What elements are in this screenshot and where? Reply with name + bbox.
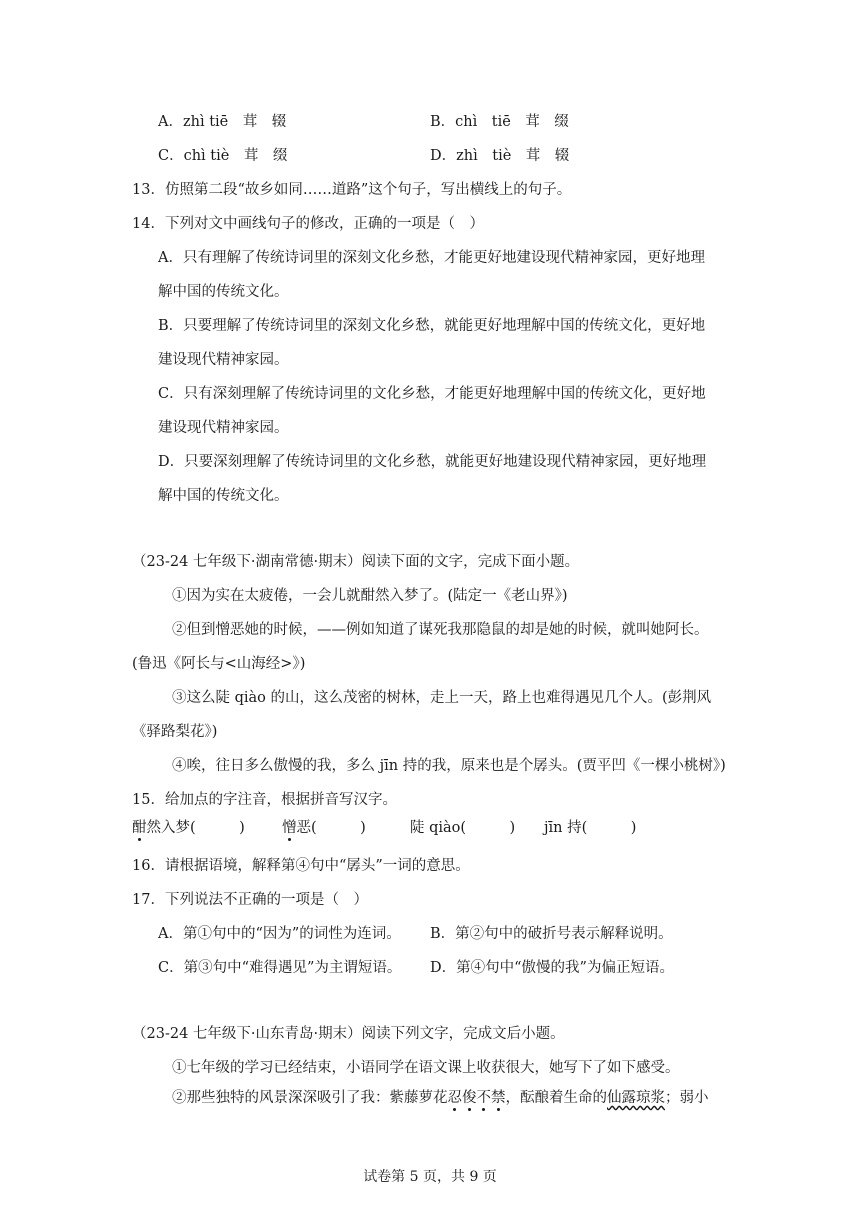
dotted-char: 不 bbox=[476, 1090, 491, 1106]
q17-option-a: A．第①句中的“因为”的词性为连词。 bbox=[158, 926, 401, 942]
section2-sentence-2-line1: ②但到憎恶她的时候，——例如知道了谋死我那隐鼠的却是她的时候，就叫她阿长。 bbox=[172, 622, 709, 638]
q12-option-d: D．zhì tiè 茸 辍 bbox=[430, 148, 570, 164]
q14-option-c-line1: C．只有深刻理解了传统诗词里的文化乡愁，才能更好地理解中国的传统文化，更好地 bbox=[158, 386, 706, 402]
dotted-char: 俊 bbox=[462, 1090, 477, 1106]
q15-blank-3: 陡 qiào( ) bbox=[410, 820, 516, 836]
wavy-underlined-phrase: 仙露琼浆 bbox=[607, 1090, 665, 1106]
q14-option-b-line2: 建设现代精神家园。 bbox=[158, 352, 289, 368]
q17-option-d: D．第④句中“傲慢的我”为偏正短语。 bbox=[430, 960, 674, 976]
section2-sentence-4: ④唉，往日多么傲慢的我，多么 jīn 持的我，原来也是个孱头。(贾平凹《一棵小桃树》) bbox=[172, 758, 726, 774]
q12-option-b: B．chì tiē 茸 缀 bbox=[430, 114, 569, 130]
page-footer: 试卷第 5 页，共 9 页 bbox=[363, 1169, 497, 1185]
section2-sentence-2-line2: (鲁迅《阿长与<山海经>》) bbox=[132, 656, 306, 672]
q15-blank-2: 憎恶( ) bbox=[282, 820, 366, 836]
q14-option-a-line2: 解中国的传统文化。 bbox=[158, 284, 289, 300]
q15-blank-1: 酣然入梦( ) bbox=[132, 820, 245, 836]
section2-sentence-3-line2: 《驿路梨花》) bbox=[132, 724, 218, 740]
q17-stem: 17．下列说法不正确的一项是（ ） bbox=[132, 892, 368, 908]
section2-sentence-3-line1: ③这么陡 qiào 的山，这么茂密的树林，走上一天，路上也难得遇见几个人。(彭荆风 bbox=[172, 690, 712, 706]
q14-option-a-line1: A．只有理解了传统诗词里的深刻文化乡愁，才能更好地建设现代精神家园，更好地理 bbox=[158, 250, 705, 266]
section3-intro: （23-24 七年级下·山东青岛·期末）阅读下列文字，完成文后小题。 bbox=[132, 1026, 565, 1042]
q15-blank-4: jīn 持( ) bbox=[544, 820, 637, 836]
section2-intro: （23-24 七年级下·湖南常德·期末）阅读下面的文字，完成下面小题。 bbox=[132, 554, 580, 570]
q17-option-c: C．第③句中“难得遇见”为主谓短语。 bbox=[158, 960, 402, 976]
dotted-char: 憎 bbox=[282, 820, 297, 836]
q14-stem: 14．下列对文中画线句子的修改，正确的一项是（ ） bbox=[132, 216, 484, 232]
dotted-char: 禁 bbox=[491, 1090, 506, 1106]
dotted-char: 忍 bbox=[447, 1090, 462, 1106]
q14-option-b-line1: B．只要理解了传统诗词里的深刻文化乡愁，就能更好地理解中国的传统文化，更好地 bbox=[158, 318, 706, 334]
q14-option-c-line2: 建设现代精神家园。 bbox=[158, 420, 289, 436]
q16-text: 16．请根据语境，解释第④句中“孱头”一词的意思。 bbox=[132, 858, 470, 874]
q14-option-d-line2: 解中国的传统文化。 bbox=[158, 488, 289, 504]
dotted-word bbox=[448, 1090, 506, 1106]
q15-stem: 15．给加点的字注音，根据拼音写汉字。 bbox=[132, 792, 397, 808]
section3-sentence-2: ②那些独特的风景深深吸引了我：紫藤萝花忍俊不禁，酝酿着生命的仙露琼浆；弱小 bbox=[172, 1090, 709, 1106]
section2-sentence-1: ①因为实在太疲倦，一会儿就酣然入梦了。(陆定一《老山界》) bbox=[172, 588, 568, 604]
q13-text: 13．仿照第二段“故乡如同……道路”这个句子，写出横线上的句子。 bbox=[132, 182, 572, 198]
q14-option-d-line1: D．只要深刻理解了传统诗词里的文化乡愁，就能更好地建设现代精神家园，更好地理 bbox=[158, 454, 707, 470]
q17-option-b: B．第②句中的破折号表示解释说明。 bbox=[430, 926, 673, 942]
section3-sentence-1: ①七年级的学习已经结束，小语同学在语文课上收获很大，她写下了如下感受。 bbox=[172, 1060, 680, 1076]
q12-option-a: A．zhì tiē 茸 辍 bbox=[158, 114, 287, 130]
q12-option-c: C．chì tiè 茸 缀 bbox=[158, 148, 288, 164]
dotted-char: 酣 bbox=[132, 820, 147, 836]
